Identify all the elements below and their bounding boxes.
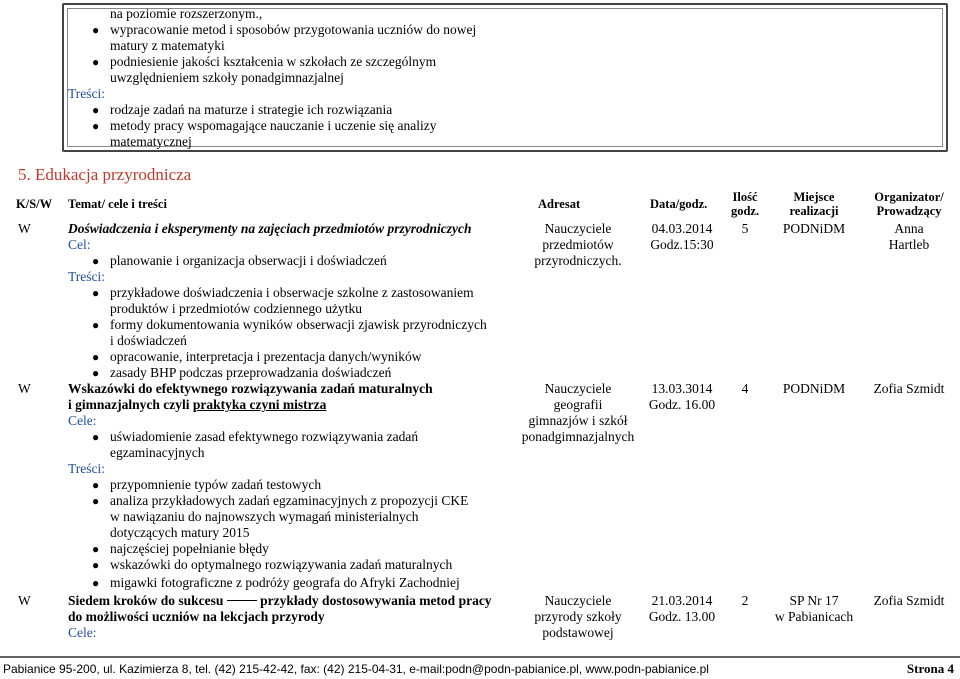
prev-tresci-label: Treści:	[68, 86, 106, 101]
row-ksw: W	[18, 593, 31, 608]
organizer-line: Anna	[894, 221, 924, 236]
header-hours	[722, 190, 768, 218]
cele-label: Cele:	[68, 413, 97, 428]
row-title-line2: do możliwości uczniów na lekcjach przyrody	[68, 609, 325, 624]
header-hours-line: Ilość	[732, 190, 758, 204]
addressee-line: geografii	[553, 397, 603, 412]
row-title-part: Siedem kroków do sukcesu	[68, 593, 227, 608]
list-item: formy dokumentowania wyników obserwacji zjawisk przyrodniczych	[110, 317, 487, 332]
bullet-icon: ●	[92, 55, 100, 69]
bullet-icon: ●	[92, 558, 100, 572]
bullet-icon: ●	[92, 23, 100, 37]
row-ksw: W	[18, 221, 31, 236]
page-number: Strona 4	[906, 661, 954, 676]
header-organizer-line: Organizator/	[874, 190, 944, 204]
bullet-icon: ●	[92, 542, 100, 556]
list-item: egzaminacyjnych	[110, 445, 205, 460]
row-ksw: W	[18, 381, 31, 396]
date-line: 21.03.2014	[651, 593, 713, 608]
cel-label: Cel:	[68, 237, 91, 252]
bullet-icon: ●	[92, 350, 100, 364]
date-line: Godz.15:30	[650, 237, 714, 252]
row-organizer	[862, 221, 956, 253]
header-place-line: Miejsce	[793, 190, 835, 204]
place-line: w Pabianicach	[774, 609, 854, 624]
row-title-line2	[68, 397, 326, 413]
addressee-line: przyrodniczych.	[534, 253, 622, 268]
row-addressee	[508, 221, 648, 269]
bullet-icon: ●	[92, 286, 100, 300]
tresci-label: Treści:	[68, 269, 106, 284]
row-place: PODNiDM	[782, 381, 846, 396]
list-item: w nawiązaniu do najnowszych wymagań ministerialnych	[110, 509, 419, 524]
prev-text-line: podniesienie jakości kształcenia w szkołach ze szczególnym	[110, 54, 437, 69]
bullet-icon: ●	[92, 119, 100, 133]
bullet-icon: ●	[92, 430, 100, 444]
addressee-line: przedmiotów	[542, 237, 614, 252]
row-title	[68, 593, 492, 609]
header-addressee: Adresat	[538, 197, 581, 211]
row-addressee	[508, 381, 648, 445]
row-addressee	[508, 593, 648, 641]
row-hours: 2	[741, 593, 749, 608]
date-line: Godz. 16.00	[648, 397, 716, 412]
row-place	[768, 593, 860, 625]
header-organizer	[862, 190, 956, 218]
place-line: SP Nr 17	[789, 593, 839, 608]
prev-text-line: rodzaje zadań na maturze i strategie ich rozwiązania	[110, 102, 393, 117]
list-item: przykładowe doświadczenia i obserwacje szkolne z zastosowaniem	[110, 285, 474, 300]
prev-text-line: metody pracy wspomagające nauczanie i uczenie się analizy	[110, 118, 437, 133]
addressee-line: Nauczyciele	[544, 221, 612, 236]
bullet-icon: ●	[92, 103, 100, 117]
organizer-line: Hartleb	[888, 237, 930, 252]
row-organizer: Zofia Szmidt	[873, 593, 945, 608]
row-title-part: przykłady dostosowywania metod pracy	[256, 593, 492, 608]
prev-text-line: matury z matematyki	[110, 38, 225, 53]
header-date: Data/godz.	[650, 197, 708, 211]
tresci-label: Treści:	[68, 461, 106, 476]
addressee-line: ponadgimnazjalnych	[521, 429, 635, 444]
addressee-line: gimnazjów i szkół	[528, 413, 628, 428]
row-hours: 4	[741, 381, 749, 396]
addressee-line: przyrody szkoły	[534, 609, 622, 624]
addressee-line: Nauczyciele	[544, 381, 612, 396]
footer-divider	[0, 656, 960, 658]
header-place	[768, 190, 860, 218]
section-title: 5. Edukacja przyrodnicza	[18, 165, 192, 184]
list-item: produktów i przedmiotów codziennego użytku	[110, 301, 362, 316]
date-line: Godz. 13.00	[648, 609, 716, 624]
row-date	[640, 221, 724, 253]
list-item: uświadomienie zasad efektywnego rozwiązywania zadań	[110, 429, 419, 444]
dash-line	[227, 600, 257, 601]
header-organizer-line: Prowadzący	[876, 204, 942, 218]
row-organizer: Zofia Szmidt	[873, 381, 945, 396]
header-hours-line: godz.	[730, 204, 760, 218]
prev-text-line: na poziomie rozszerzonym.,	[110, 6, 263, 21]
list-item: planowanie i organizacja obserwacji i doświadczeń	[110, 253, 387, 268]
row-title-part: i gimnazjalnych czyli	[68, 397, 193, 412]
prev-text-line: uwzględnieniem szkoły ponadgimnazjalnej	[110, 70, 344, 85]
list-item: migawki fotograficzne z podróży geografa do Afryki Zachodniej	[110, 575, 460, 590]
row-place: PODNiDM	[782, 221, 846, 236]
row-hours: 5	[741, 221, 749, 236]
row-date	[640, 593, 724, 625]
footer-address: Pabianice 95-200, ul. Kazimierza 8, tel. (42) 215-42-42, fax: (42) 215-04-31, e-mail:podn@podn-pabianice.pl, www.podn-pabianice.pl	[3, 662, 709, 676]
date-line: 04.03.2014	[651, 221, 713, 236]
bullet-icon: ●	[92, 494, 100, 508]
cele-label: Cele:	[68, 625, 97, 640]
bullet-icon: ●	[92, 478, 100, 492]
row-title: Wskazówki do efektywnego rozwiązywania zadań maturalnych	[68, 381, 433, 396]
row-date	[640, 381, 724, 413]
list-item: analiza przykładowych zadań egzaminacyjnych z propozycji CKE	[110, 493, 469, 508]
row-title-underlined: praktyka czyni mistrza	[192, 397, 327, 412]
list-item: zasady BHP podczas przeprowadzania doświadczeń	[110, 365, 392, 380]
addressee-line: Nauczyciele	[544, 593, 612, 608]
row-title: Doświadczenia i eksperymenty na zajęciach przedmiotów przyrodniczych	[68, 221, 472, 236]
list-item: przypomnienie typów zadań testowych	[110, 477, 322, 492]
bullet-icon: ●	[92, 576, 100, 590]
addressee-line: podstawowej	[542, 625, 614, 640]
bullet-icon: ●	[92, 318, 100, 332]
header-place-line: realizacji	[789, 204, 839, 218]
list-item: i doświadczeń	[110, 333, 187, 348]
date-line: 13.03.3014	[651, 381, 713, 396]
list-item: opracowanie, interpretacja i prezentacja danych/wyników	[110, 349, 422, 364]
bullet-icon: ●	[92, 366, 100, 380]
prev-text-line: matematycznej	[110, 134, 192, 149]
header-topic: Temat/ cele i treści	[68, 197, 167, 211]
list-item: wskazówki do optymalnego rozwiązywania zadań maturalnych	[110, 557, 453, 572]
list-item: dotyczących matury 2015	[110, 525, 250, 540]
list-item: najczęściej popełnianie błędy	[110, 541, 269, 556]
header-ksw: K/S/W	[16, 197, 53, 211]
prev-text-line: wypracowanie metod i sposobów przygotowania uczniów do nowej	[110, 22, 477, 37]
bullet-icon: ●	[92, 254, 100, 268]
